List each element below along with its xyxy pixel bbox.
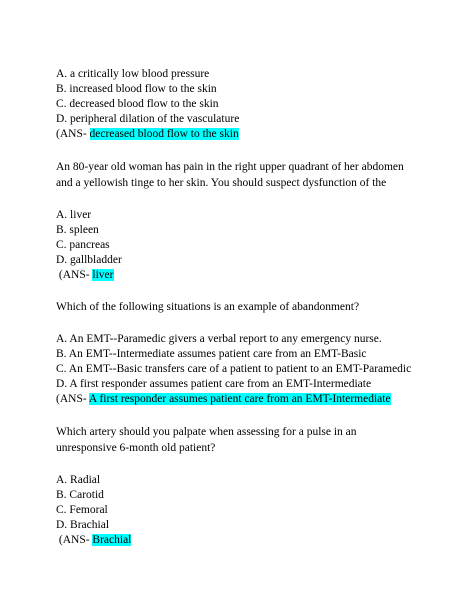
answer-prefix: (ANS- (56, 393, 89, 405)
option-b: B. spleen (56, 224, 99, 236)
answer-highlight: decreased blood flow to the skin (89, 128, 239, 140)
answer-prefix: (ANS- (56, 128, 90, 140)
option-c: C. decreased blood flow to the skin (56, 98, 219, 110)
option-b: B. Carotid (56, 489, 104, 501)
option-d: D. peripheral dilation of the vasculature (56, 113, 240, 125)
question-text: Which artery should you palpate when assessing for a pulse in an unresponsive 6-month old patient? (56, 426, 357, 454)
option-b: B. increased blood flow to the skin (56, 83, 217, 95)
answer-highlight: A first responder assumes patient care from an EMT-Intermediate (88, 393, 391, 405)
answer-prefix: (ANS- (56, 269, 93, 281)
question-block-2 (56, 159, 428, 283)
question-block-1 (56, 67, 428, 142)
question-block-3 (56, 300, 428, 407)
answer-line (56, 533, 428, 548)
option-c: C. An EMT--Basic transfers care of a patient to patient to an EMT-Paramedic (56, 363, 412, 375)
question-block-4 (56, 424, 428, 548)
question-text: Which of the following situations is an example of abandonment? (56, 301, 360, 313)
option-a: A. Radial (56, 474, 101, 486)
answer-line (56, 127, 428, 142)
answer-line (56, 268, 428, 283)
answer-line (56, 392, 428, 407)
option-b: B. An EMT--Intermediate assumes patient care from an EMT-Basic (56, 348, 367, 360)
answer-highlight: Brachial (92, 534, 132, 546)
option-d: D. A first responder assumes patient care from an EMT-Intermediate (56, 378, 372, 390)
option-a: A. liver (56, 209, 92, 221)
document-page (56, 67, 428, 548)
question-text: An 80-year old woman has pain in the right upper quadrant of her abdomen and a yellowish tinge to her skin. You should suspect dysfunction of the (56, 161, 404, 189)
answer-highlight: liver (92, 269, 114, 281)
option-c: C. Femoral (56, 504, 108, 516)
option-d: D. Brachial (56, 519, 110, 531)
option-c: C. pancreas (56, 239, 110, 251)
option-a: A. a critically low blood pressure (56, 68, 210, 80)
option-a: A. An EMT--Paramedic givers a verbal report to any emergency nurse. (56, 333, 382, 345)
answer-prefix: (ANS- (56, 534, 93, 546)
option-d: D. gallbladder (56, 254, 122, 266)
